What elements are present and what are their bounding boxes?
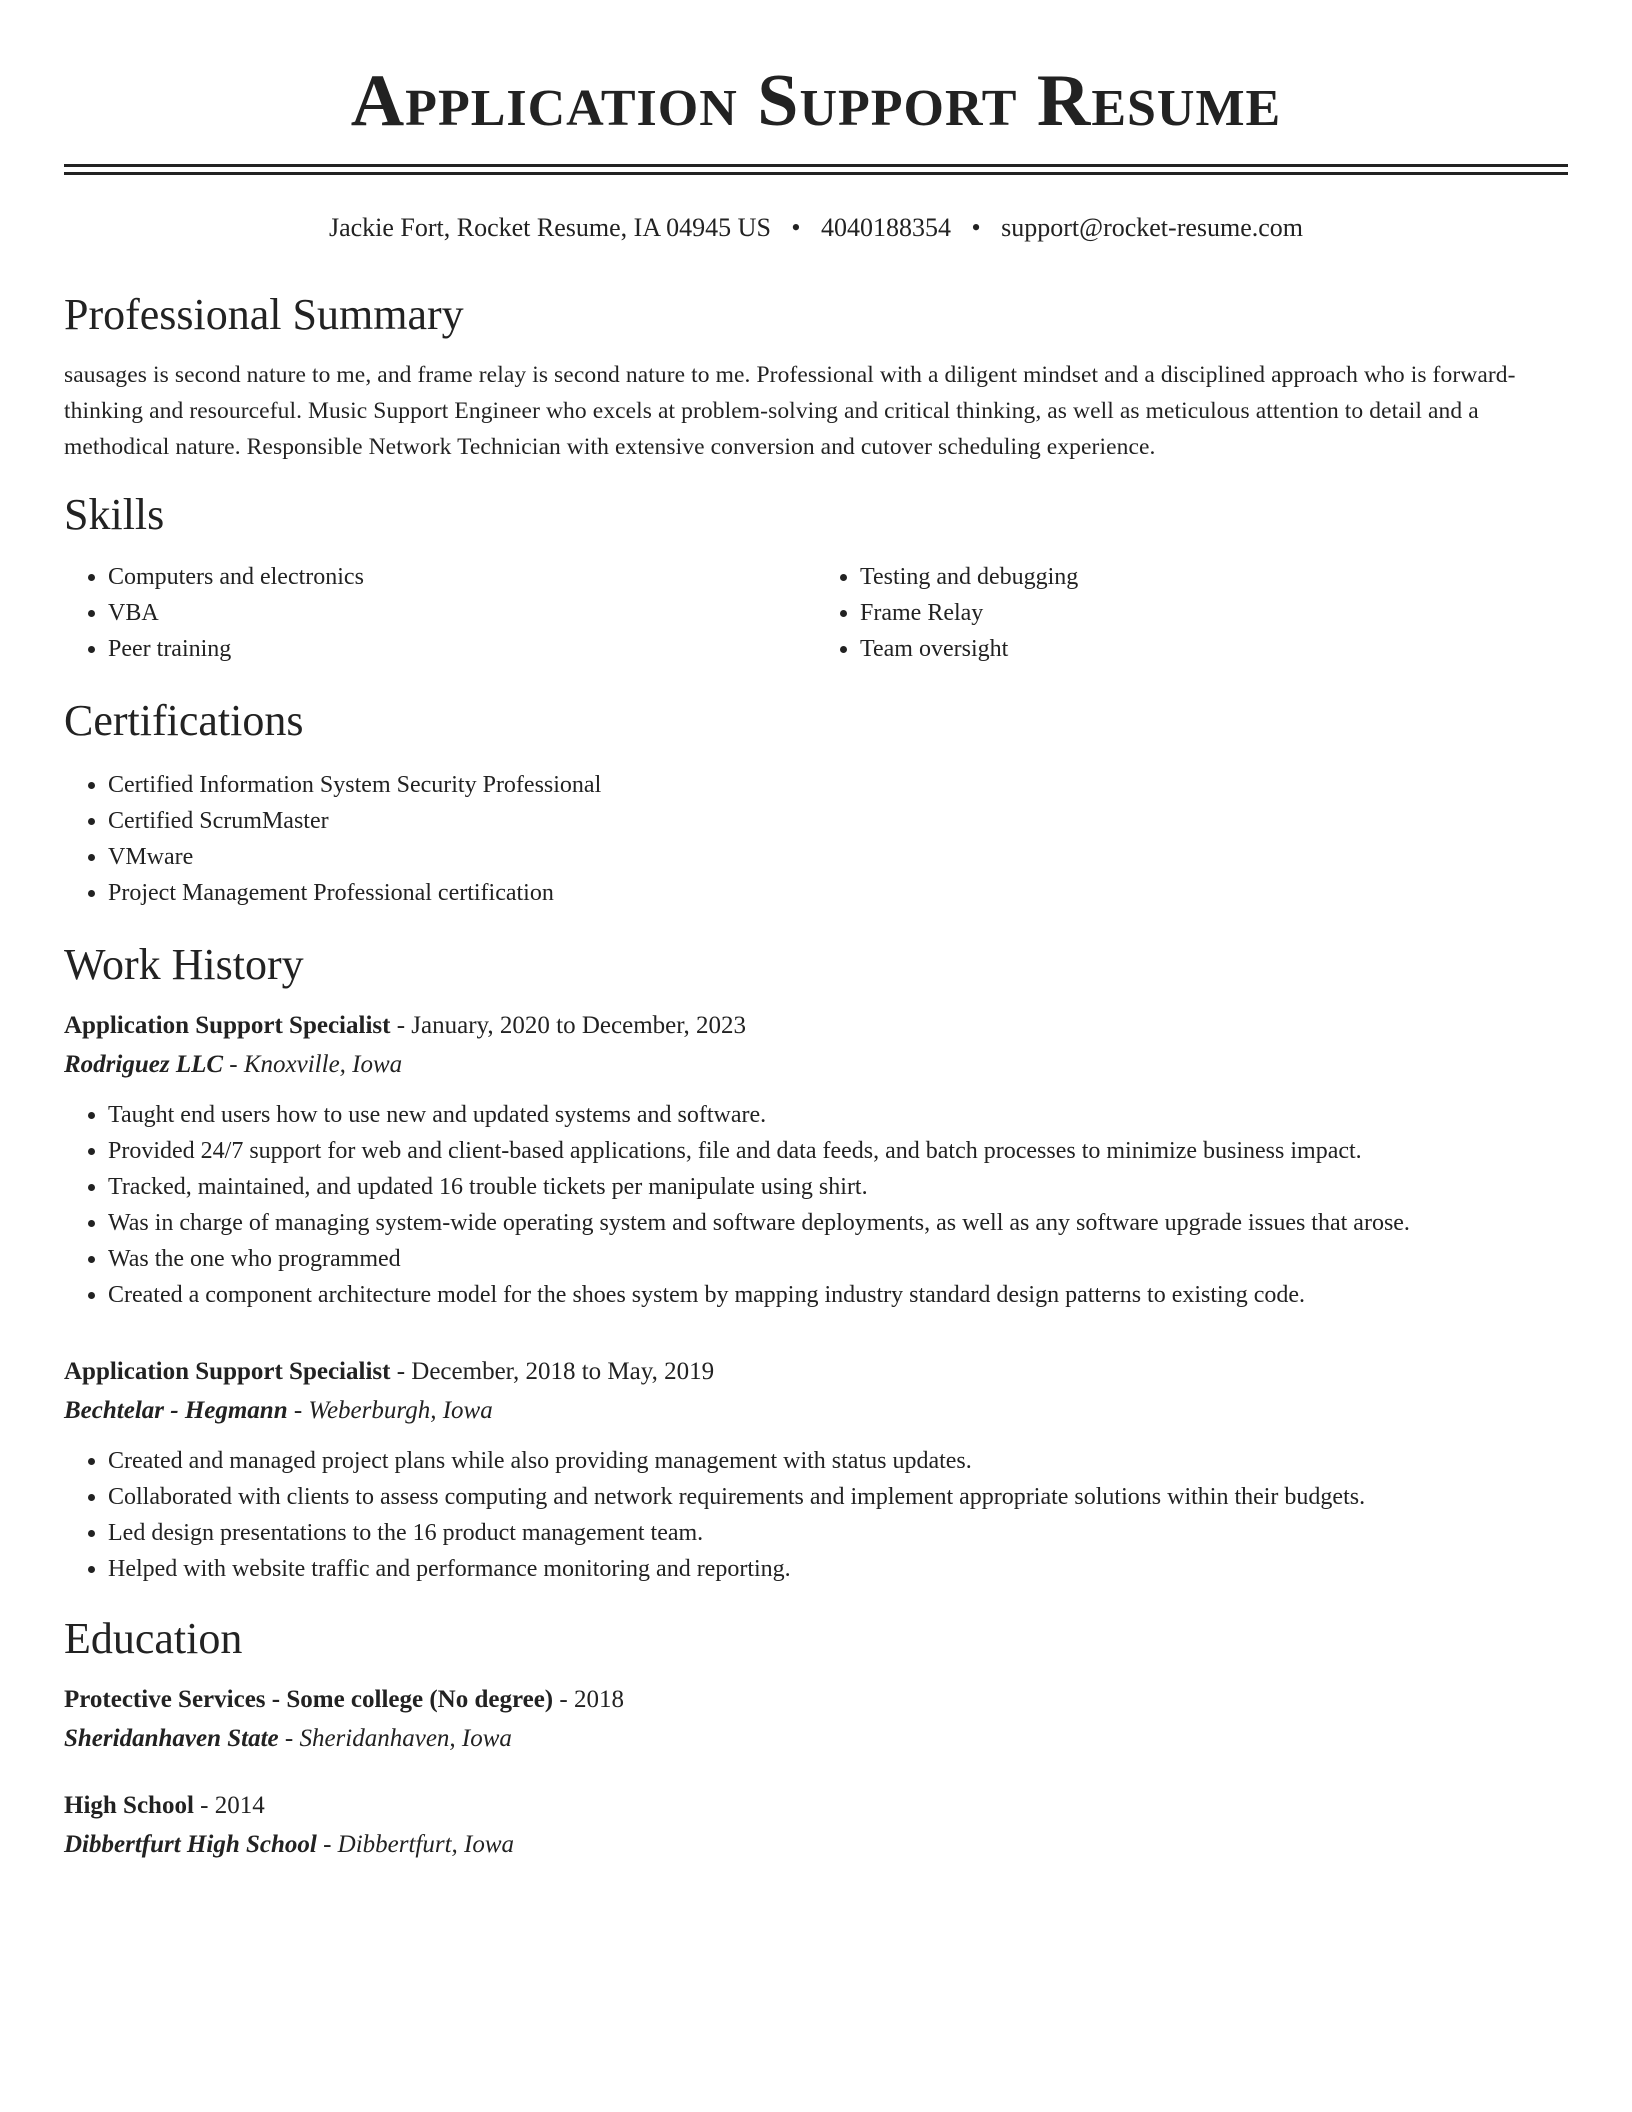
education-header <box>64 1787 1568 1825</box>
job-bullet: • Created a component architecture model for the shoes system by mapping industry standard design patterns to existing code. <box>108 1277 1568 1313</box>
job-header <box>64 1353 1568 1391</box>
contact-email: support@rocket-resume.com <box>1001 213 1304 242</box>
job-bullet: • Provided 24/7 support for web and client-based applications, file and data feeds, and batch processes to minimize business impact. <box>108 1133 1568 1169</box>
certification-item: • Project Management Professional certification <box>108 875 1568 911</box>
job-bullet: • Was the one who programmed <box>108 1241 1568 1277</box>
job-dates: - January, 2020 to December, 2023 <box>390 1012 747 1039</box>
certification-item: • VMware <box>108 839 1568 875</box>
work-history-heading: Work History <box>64 940 304 989</box>
job-header <box>64 1007 1568 1045</box>
job-bullet: • Led design presentations to the 16 product management team. <box>108 1515 1568 1551</box>
education-entry <box>64 1681 1568 1759</box>
education-degree: Protective Services - Some college (No degree) <box>64 1686 554 1713</box>
resume-title: Application Support Resume <box>350 60 1282 142</box>
job-bullet: • Created and managed project plans while also providing management with status updates. <box>108 1443 1568 1479</box>
job-entry <box>64 1353 1568 1587</box>
job-bullet: • Was in charge of managing system-wide operating system and software deployments, as well as any software upgrade issues that arose. <box>108 1205 1568 1241</box>
education-year: - 2018 <box>553 1686 624 1713</box>
education-header <box>64 1681 1568 1719</box>
skills-column-left <box>64 559 816 667</box>
education-degree: High School <box>64 1792 194 1819</box>
certification-item: • Certified ScrumMaster <box>108 803 1568 839</box>
job-bullets <box>64 1443 1568 1587</box>
certifications-list <box>64 767 1568 911</box>
contact-separator: • <box>971 213 981 242</box>
contact-separator: • <box>791 213 801 242</box>
job-bullet: • Helped with website traffic and performance monitoring and reporting. <box>108 1551 1568 1587</box>
education-school-line <box>64 1825 1568 1865</box>
job-company: Bechtelar - Hegmann <box>64 1397 288 1424</box>
skills-grid <box>64 559 1568 667</box>
skills-section <box>64 487 1568 667</box>
skills-list-right <box>816 559 1568 667</box>
skill-item: • Computers and electronics <box>108 559 816 595</box>
skills-list-left <box>64 559 816 667</box>
job-role: Application Support Specialist <box>64 1012 391 1039</box>
job-dates: - December, 2018 to May, 2019 <box>390 1358 715 1385</box>
job-bullet: • Tracked, maintained, and updated 16 trouble tickets per manipulate using shirt. <box>108 1169 1568 1205</box>
job-bullets <box>64 1097 1568 1313</box>
job-location: - Weberburgh, Iowa <box>287 1397 493 1424</box>
job-company-line <box>64 1391 1568 1431</box>
summary-heading: Professional Summary <box>64 290 464 339</box>
job-company-line <box>64 1045 1568 1085</box>
education-school-line <box>64 1719 1568 1759</box>
job-entry <box>64 1007 1568 1313</box>
summary-text: sausages is second nature to me, and frame relay is second nature to me. Professional with a diligent mindset and a disciplined approach who is forward-thinking and resourceful. Music Support Engineer who excels at problem-solving and critical thinking, as well as meticulous attention to detail and a methodical nature. Responsible Network Technician with extensive conversion and cutover scheduling experience. <box>64 362 1516 460</box>
education-heading: Education <box>64 1614 243 1663</box>
contact-line <box>64 211 1568 245</box>
title-double-rule <box>64 164 1568 175</box>
job-company: Rodriguez LLC <box>64 1051 224 1078</box>
skill-item: • Testing and debugging <box>860 559 1568 595</box>
contact-phone: 4040188354 <box>821 213 952 242</box>
summary-section <box>64 287 1568 465</box>
skill-item: • Frame Relay <box>860 595 1568 631</box>
certification-item: • Certified Information System Security Professional <box>108 767 1568 803</box>
skill-item: • Team oversight <box>860 631 1568 667</box>
skill-item: • Peer training <box>108 631 816 667</box>
work-history-section <box>64 937 1568 1587</box>
job-location: - Knoxville, Iowa <box>223 1051 403 1078</box>
education-entry <box>64 1787 1568 1865</box>
education-school: Dibbertfurt High School <box>64 1831 317 1858</box>
skills-column-right <box>816 559 1568 667</box>
job-role: Application Support Specialist <box>64 1358 391 1385</box>
education-section <box>64 1611 1568 1865</box>
skills-heading: Skills <box>64 490 165 539</box>
education-school: Sheridanhaven State <box>64 1725 279 1752</box>
job-bullet: • Collaborated with clients to assess computing and network requirements and implement appropriate solutions within their budgets. <box>108 1479 1568 1515</box>
contact-address: Jackie Fort, Rocket Resume, IA 04945 US <box>328 213 771 242</box>
certifications-heading: Certifications <box>64 696 304 745</box>
skill-item: • VBA <box>108 595 816 631</box>
education-location: - Sheridanhaven, Iowa <box>278 1725 512 1752</box>
job-bullet: • Taught end users how to use new and updated systems and software. <box>108 1097 1568 1133</box>
education-location: - Dibbertfurt, Iowa <box>316 1831 515 1858</box>
education-year: - 2014 <box>193 1792 265 1819</box>
certifications-section <box>64 693 1568 911</box>
